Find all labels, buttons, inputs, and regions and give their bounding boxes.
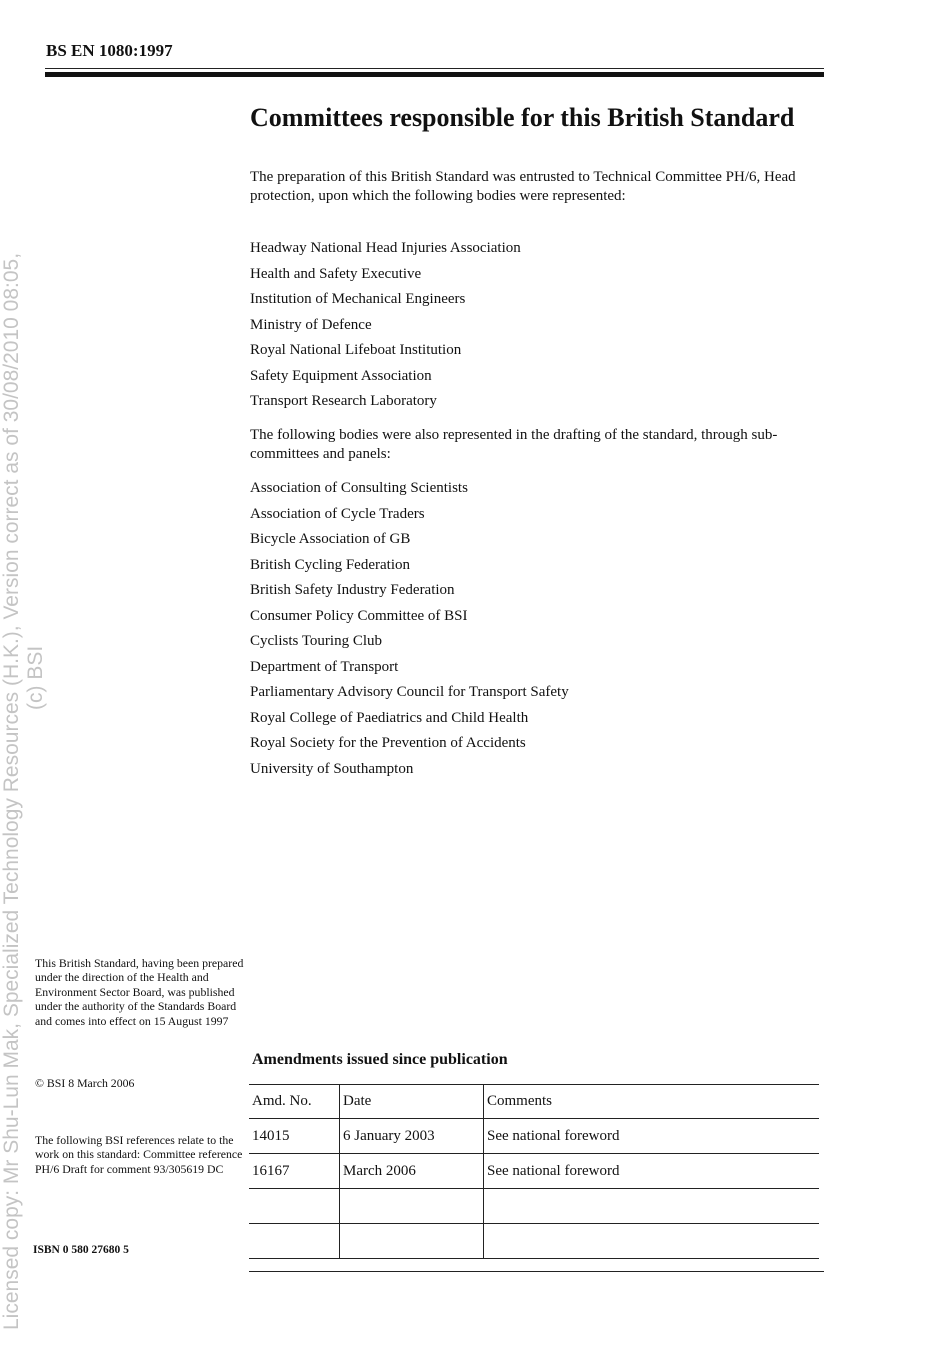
- list-item: Association of Cycle Traders: [250, 505, 425, 522]
- list-item: Health and Safety Executive: [250, 265, 422, 282]
- table-row: [249, 1224, 819, 1259]
- footer-rule: [249, 1271, 824, 1272]
- list-item: University of Southampton: [250, 760, 414, 777]
- list-item: Bicycle Association of GB: [250, 531, 411, 547]
- date-cell: [340, 1189, 484, 1224]
- committee-intro: The preparation of this British Standard was entrusted to Technical Committee PH/6, Head protection, upon which the following bodies were represented:: [250, 169, 796, 204]
- list-item: Headway National Head Injuries Association: [250, 240, 521, 256]
- comments-cell: See national foreword: [484, 1154, 820, 1189]
- isbn: ISBN 0 580 27680 5: [33, 1244, 129, 1256]
- amd-no-cell: [249, 1189, 340, 1224]
- comments-cell: See national foreword: [484, 1119, 820, 1154]
- comments-cell: [484, 1189, 820, 1224]
- date-cell: [340, 1224, 484, 1259]
- column-header-date: Date: [340, 1085, 484, 1119]
- subcommittee-intro: The following bodies were also represented in the drafting of the standard, through sub-committees and panels:: [250, 427, 778, 462]
- list-item: Consumer Policy Committee of BSI: [250, 607, 468, 624]
- amd-no-cell: 14015: [249, 1119, 340, 1154]
- column-header-comments: Comments: [484, 1085, 820, 1119]
- document-code: BS EN 1080:1997: [46, 41, 173, 60]
- watermark-line-1: Licensed copy: Mr Shu-Lun Mak, Specialized Technology Resources (H.K.), Version correct as of 30/08/2010 08:05,: [0, 252, 23, 1330]
- watermark-line-2: (c) BSI: [24, 645, 47, 710]
- list-item: Royal College of Paediatrics and Child Health: [250, 709, 529, 726]
- amd-no-cell: [249, 1224, 340, 1259]
- list-item: Transport Research Laboratory: [250, 393, 437, 409]
- table-row: [249, 1189, 819, 1224]
- list-item: Department of Transport: [250, 658, 399, 675]
- list-item: Cyclists Touring Club: [250, 633, 383, 649]
- bsi-references-note: The following BSI references relate to the work on this standard: Committee reference PH/6 Draft for comment 93/305619 DC: [35, 1133, 243, 1176]
- subcommittee-bodies-list: [250, 479, 569, 785]
- list-item: Association of Consulting Scientists: [250, 480, 468, 496]
- date-cell: 6 January 2003: [340, 1119, 484, 1154]
- list-item: Ministry of Defence: [250, 316, 372, 333]
- column-header-amd-no: Amd. No.: [249, 1085, 340, 1119]
- amendments-title: Amendments issued since publication: [252, 1051, 508, 1068]
- copyright-note: © BSI 8 March 2006: [35, 1076, 135, 1090]
- page-title: Committees responsible for this British Standard: [250, 103, 795, 132]
- list-item: British Cycling Federation: [250, 556, 410, 573]
- amendments-table: [249, 1084, 819, 1259]
- list-item: Safety Equipment Association: [250, 367, 432, 384]
- comments-cell: [484, 1224, 820, 1259]
- date-cell: March 2006: [340, 1154, 484, 1189]
- list-item: Parliamentary Advisory Council for Transport Safety: [250, 684, 569, 700]
- committee-bodies-list: [250, 239, 521, 418]
- header-rule-thin: [45, 68, 824, 69]
- header-rule-thick: [45, 72, 824, 77]
- list-item: Institution of Mechanical Engineers: [250, 291, 466, 307]
- table-row: [249, 1154, 819, 1189]
- publication-note: This British Standard, having been prepared under the direction of the Health and Environment Sector Board, was published under the authority of the Standards Board and comes into effect on 15 August 1997: [35, 956, 244, 1028]
- amd-no-cell: 16167: [249, 1154, 340, 1189]
- list-item: Royal National Lifeboat Institution: [250, 342, 462, 358]
- table-header-row: [249, 1085, 819, 1119]
- list-item: British Safety Industry Federation: [250, 582, 455, 598]
- list-item: Royal Society for the Prevention of Accidents: [250, 735, 526, 751]
- table-row: [249, 1119, 819, 1154]
